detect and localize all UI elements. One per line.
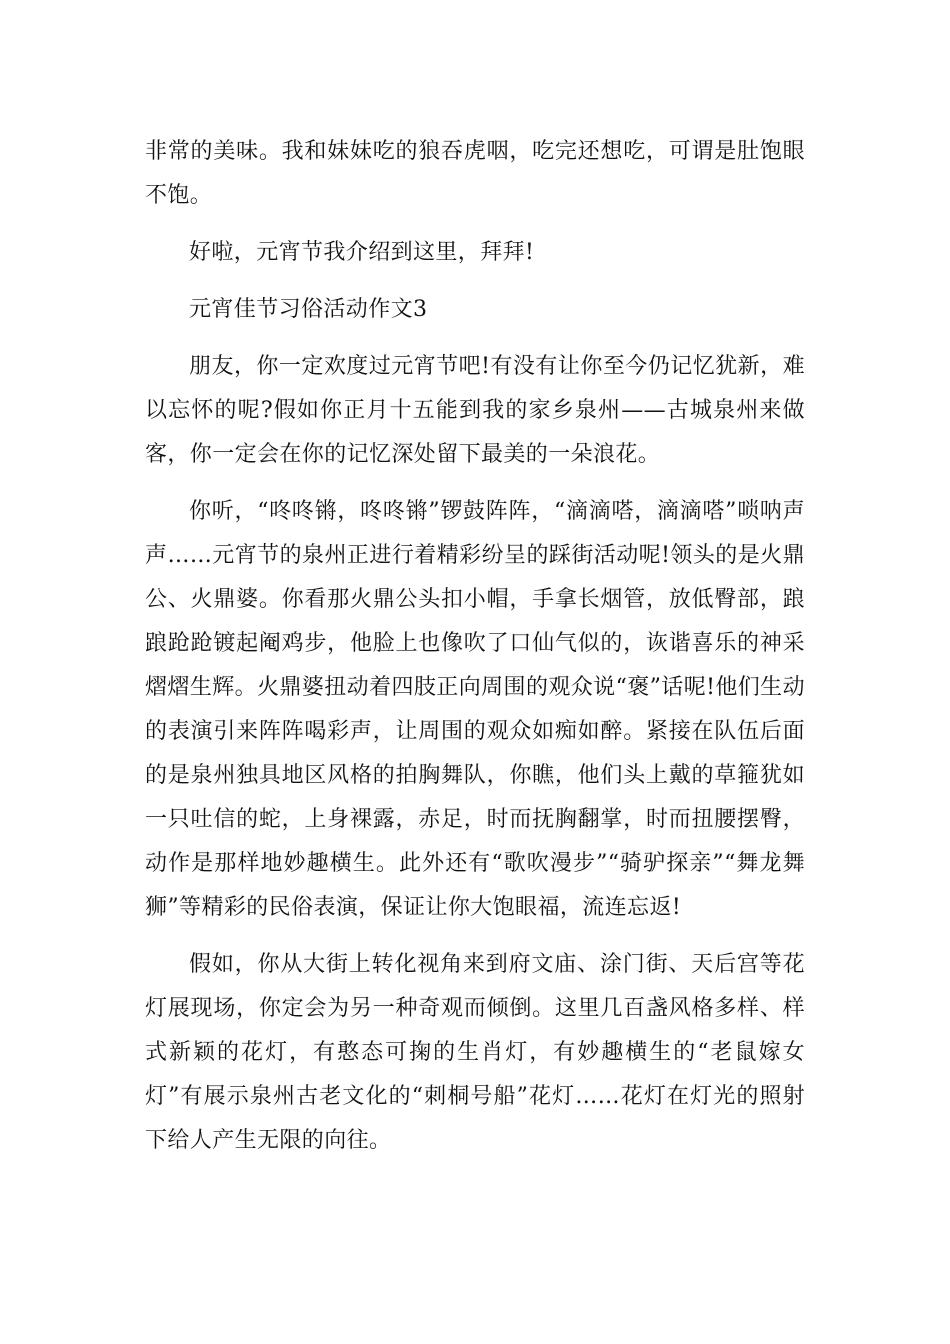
document-body [145,130,805,1176]
section-heading: 元宵佳节习俗活动作文3 [189,297,428,322]
paragraph-3: 朋友，你一定欢度过元宵节吧!有没有让你至今仍记忆犹新，难以忘怀的呢?假如你正月十五能到我的家乡泉州——古城泉州来做客，你一定会在你的记忆深处留下最美的一朵浪花。 [145,354,805,467]
paragraph-2: 好啦，元宵节我介绍到这里，拜拜! [189,240,535,265]
paragraph-1: 非常的美味。我和妹妹吃的狼吞虎咽，吃完还想吃，可谓是肚饱眼不饱。 [145,139,805,208]
paragraph-4: 你听，“咚咚锵，咚咚锵”锣鼓阵阵，“滴滴嗒，滴滴嗒”唢呐声声……元宵节的泉州正进行着精彩纷呈的踩街活动呢!领头的是火鼎公、火鼎婆。你看那火鼎公头扣小帽，手拿长烟管，放低臀部，踉踉跄跄镀起阉鸡步，他脸上也像吹了口仙气似的，诙谐喜乐的神采熠熠生辉。火鼎婆扭动着四肢正向周围的观众说“褒”话呢!他们生动的表演引来阵阵喝彩声，让周围的观众如痴如醉。紧接在队伍后面的是泉州独具地区风格的拍胸舞队，你瞧，他们头上戴的草箍犹如一只吐信的蛇，上身裸露，赤足，时而抚胸翻掌，时而扭腰摆臀，动作是那样地妙趣横生。此外还有“歌吹漫步”“骑驴探亲”“舞龙舞狮”等精彩的民俗表演，保证让你大饱眼福，流连忘返! [145,499,805,920]
paragraph-5: 假如，你从大街上转化视角来到府文庙、涂门街、天后宫等花灯展现场，你定会为另一种奇观而倾倒。这里几百盏风格多样、样式新颖的花灯，有憨态可掬的生肖灯，有妙趣横生的“老鼠嫁女灯”有展示泉州古老文化的“刺桐号船”花灯……花灯在灯光的照射下给人产生无限的向往。 [145,952,805,1153]
